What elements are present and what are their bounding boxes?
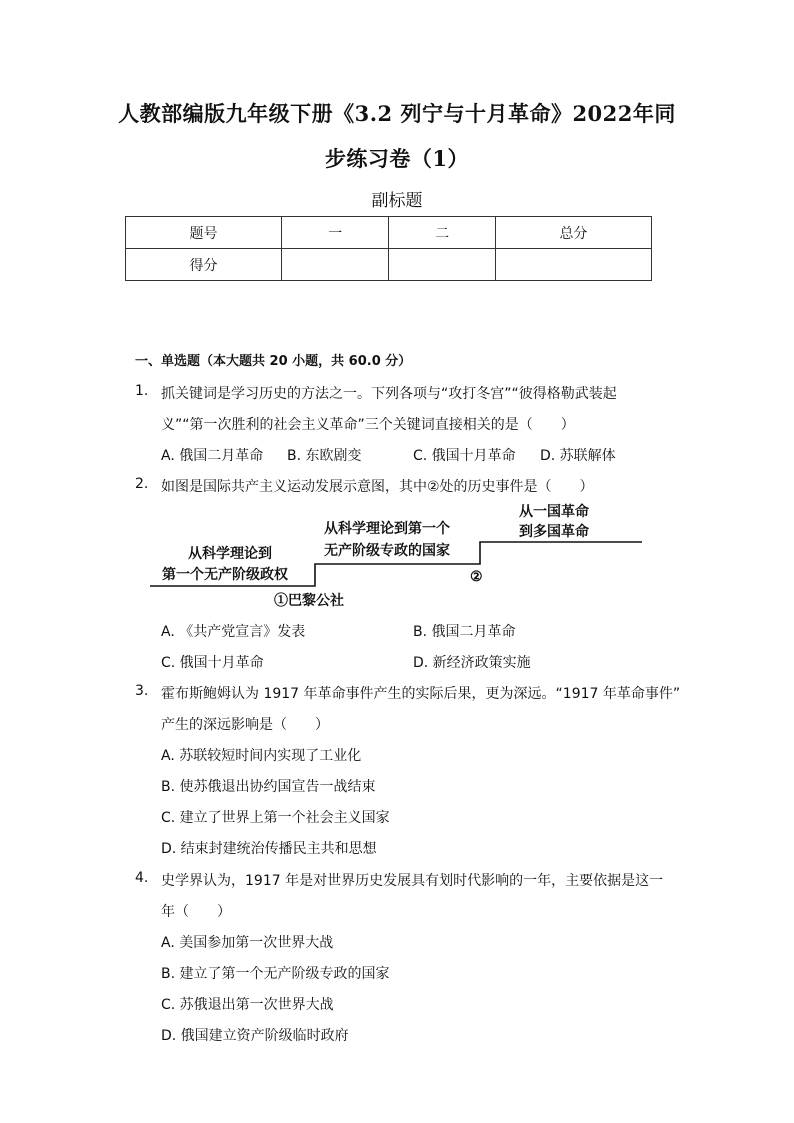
score-cell-part-one	[282, 249, 389, 281]
marker-event-2: ②	[470, 569, 483, 585]
option-a[interactable]: A. 苏联较短时间内实现了工业化	[161, 748, 362, 764]
option-a[interactable]: A. 俄国二月革命	[161, 448, 264, 464]
question-text-line: 如图是国际共产主义运动发展示意图，其中②处的历史事件是（ ）	[161, 479, 594, 495]
document-title-line2: 步练习卷（1）	[324, 146, 470, 171]
question-text-line: 抓关键词是学习历史的方法之一。下列各项与“攻打冬宫”“彼得格勒武装起	[161, 386, 617, 402]
option-c[interactable]: C. 建立了世界上第一个社会主义国家	[161, 810, 390, 826]
question-number: 1.	[135, 383, 149, 399]
option-a[interactable]: A. 美国参加第一次世界大战	[161, 935, 334, 951]
option-d[interactable]: D. 结束封建统治传播民主共和思想	[161, 841, 377, 857]
header-part-two: 二	[389, 217, 495, 249]
option-b[interactable]: B. 东欧剧变	[287, 448, 362, 464]
step3-label-line1: 从一国革命	[519, 504, 589, 520]
score-table-header-row	[126, 217, 652, 249]
step3-label-line2: 到多国革命	[519, 524, 589, 540]
option-d[interactable]: D. 新经济政策实施	[413, 655, 531, 671]
option-b[interactable]: B. 建立了第一个无产阶级专政的国家	[161, 966, 390, 982]
question-text-line: 年（ ）	[161, 904, 231, 920]
question-number: 2.	[135, 476, 149, 492]
option-d[interactable]: D. 俄国建立资产阶级临时政府	[161, 1028, 349, 1044]
score-table	[125, 216, 652, 281]
marker-paris-commune: ①巴黎公社	[274, 593, 344, 609]
header-part-one: 一	[282, 217, 389, 249]
score-table-score-row	[126, 249, 652, 281]
option-d[interactable]: D. 苏联解体	[540, 448, 616, 464]
step2-label-line2: 无产阶级专政的国家	[324, 543, 450, 559]
option-b[interactable]: B. 使苏俄退出协约国宣告一战结束	[161, 779, 376, 795]
header-question-number: 题号	[126, 217, 282, 249]
document-subtitle: 副标题	[371, 191, 423, 211]
score-cell-total	[495, 249, 651, 281]
option-c[interactable]: C. 苏俄退出第一次世界大战	[161, 997, 334, 1013]
question-text-line: 史学界认为，1917 年是对世界历史发展具有划时代影响的一年，主要依据是这一	[161, 873, 664, 889]
score-cell-part-two	[389, 249, 495, 281]
question-text-line: 义”“第一次胜利的社会主义革命”三个关键词直接相关的是（ ）	[161, 417, 575, 433]
document-title-line1: 人教部编版九年级下册《3.2 列宁与十月革命》2022年同	[118, 101, 676, 126]
step1-label-line1: 从科学理论到	[188, 546, 272, 562]
step2-label-line1: 从科学理论到第一个	[324, 521, 450, 537]
option-c[interactable]: C. 俄国十月革命	[161, 655, 264, 671]
communist-movement-diagram	[148, 500, 648, 615]
question-text-line: 产生的深远影响是（ ）	[161, 717, 329, 733]
question-text-line: 霍布斯鲍姆认为 1917 年革命事件产生的实际后果，更为深远。“1917 年革命事件”	[161, 686, 681, 702]
option-c[interactable]: C. 俄国十月革命	[413, 448, 516, 464]
question-number: 4.	[135, 870, 149, 886]
header-total: 总分	[495, 217, 651, 249]
option-a[interactable]: A. 《共产党宣言》发表	[161, 624, 306, 640]
question-number: 3.	[135, 683, 149, 699]
section-heading: 一、单选题（本大题共 20 小题，共 60.0 分）	[135, 354, 412, 369]
step1-label-line2: 第一个无产阶级政权	[162, 567, 288, 583]
option-b[interactable]: B. 俄国二月革命	[413, 624, 516, 640]
row-label-score: 得分	[126, 249, 282, 281]
